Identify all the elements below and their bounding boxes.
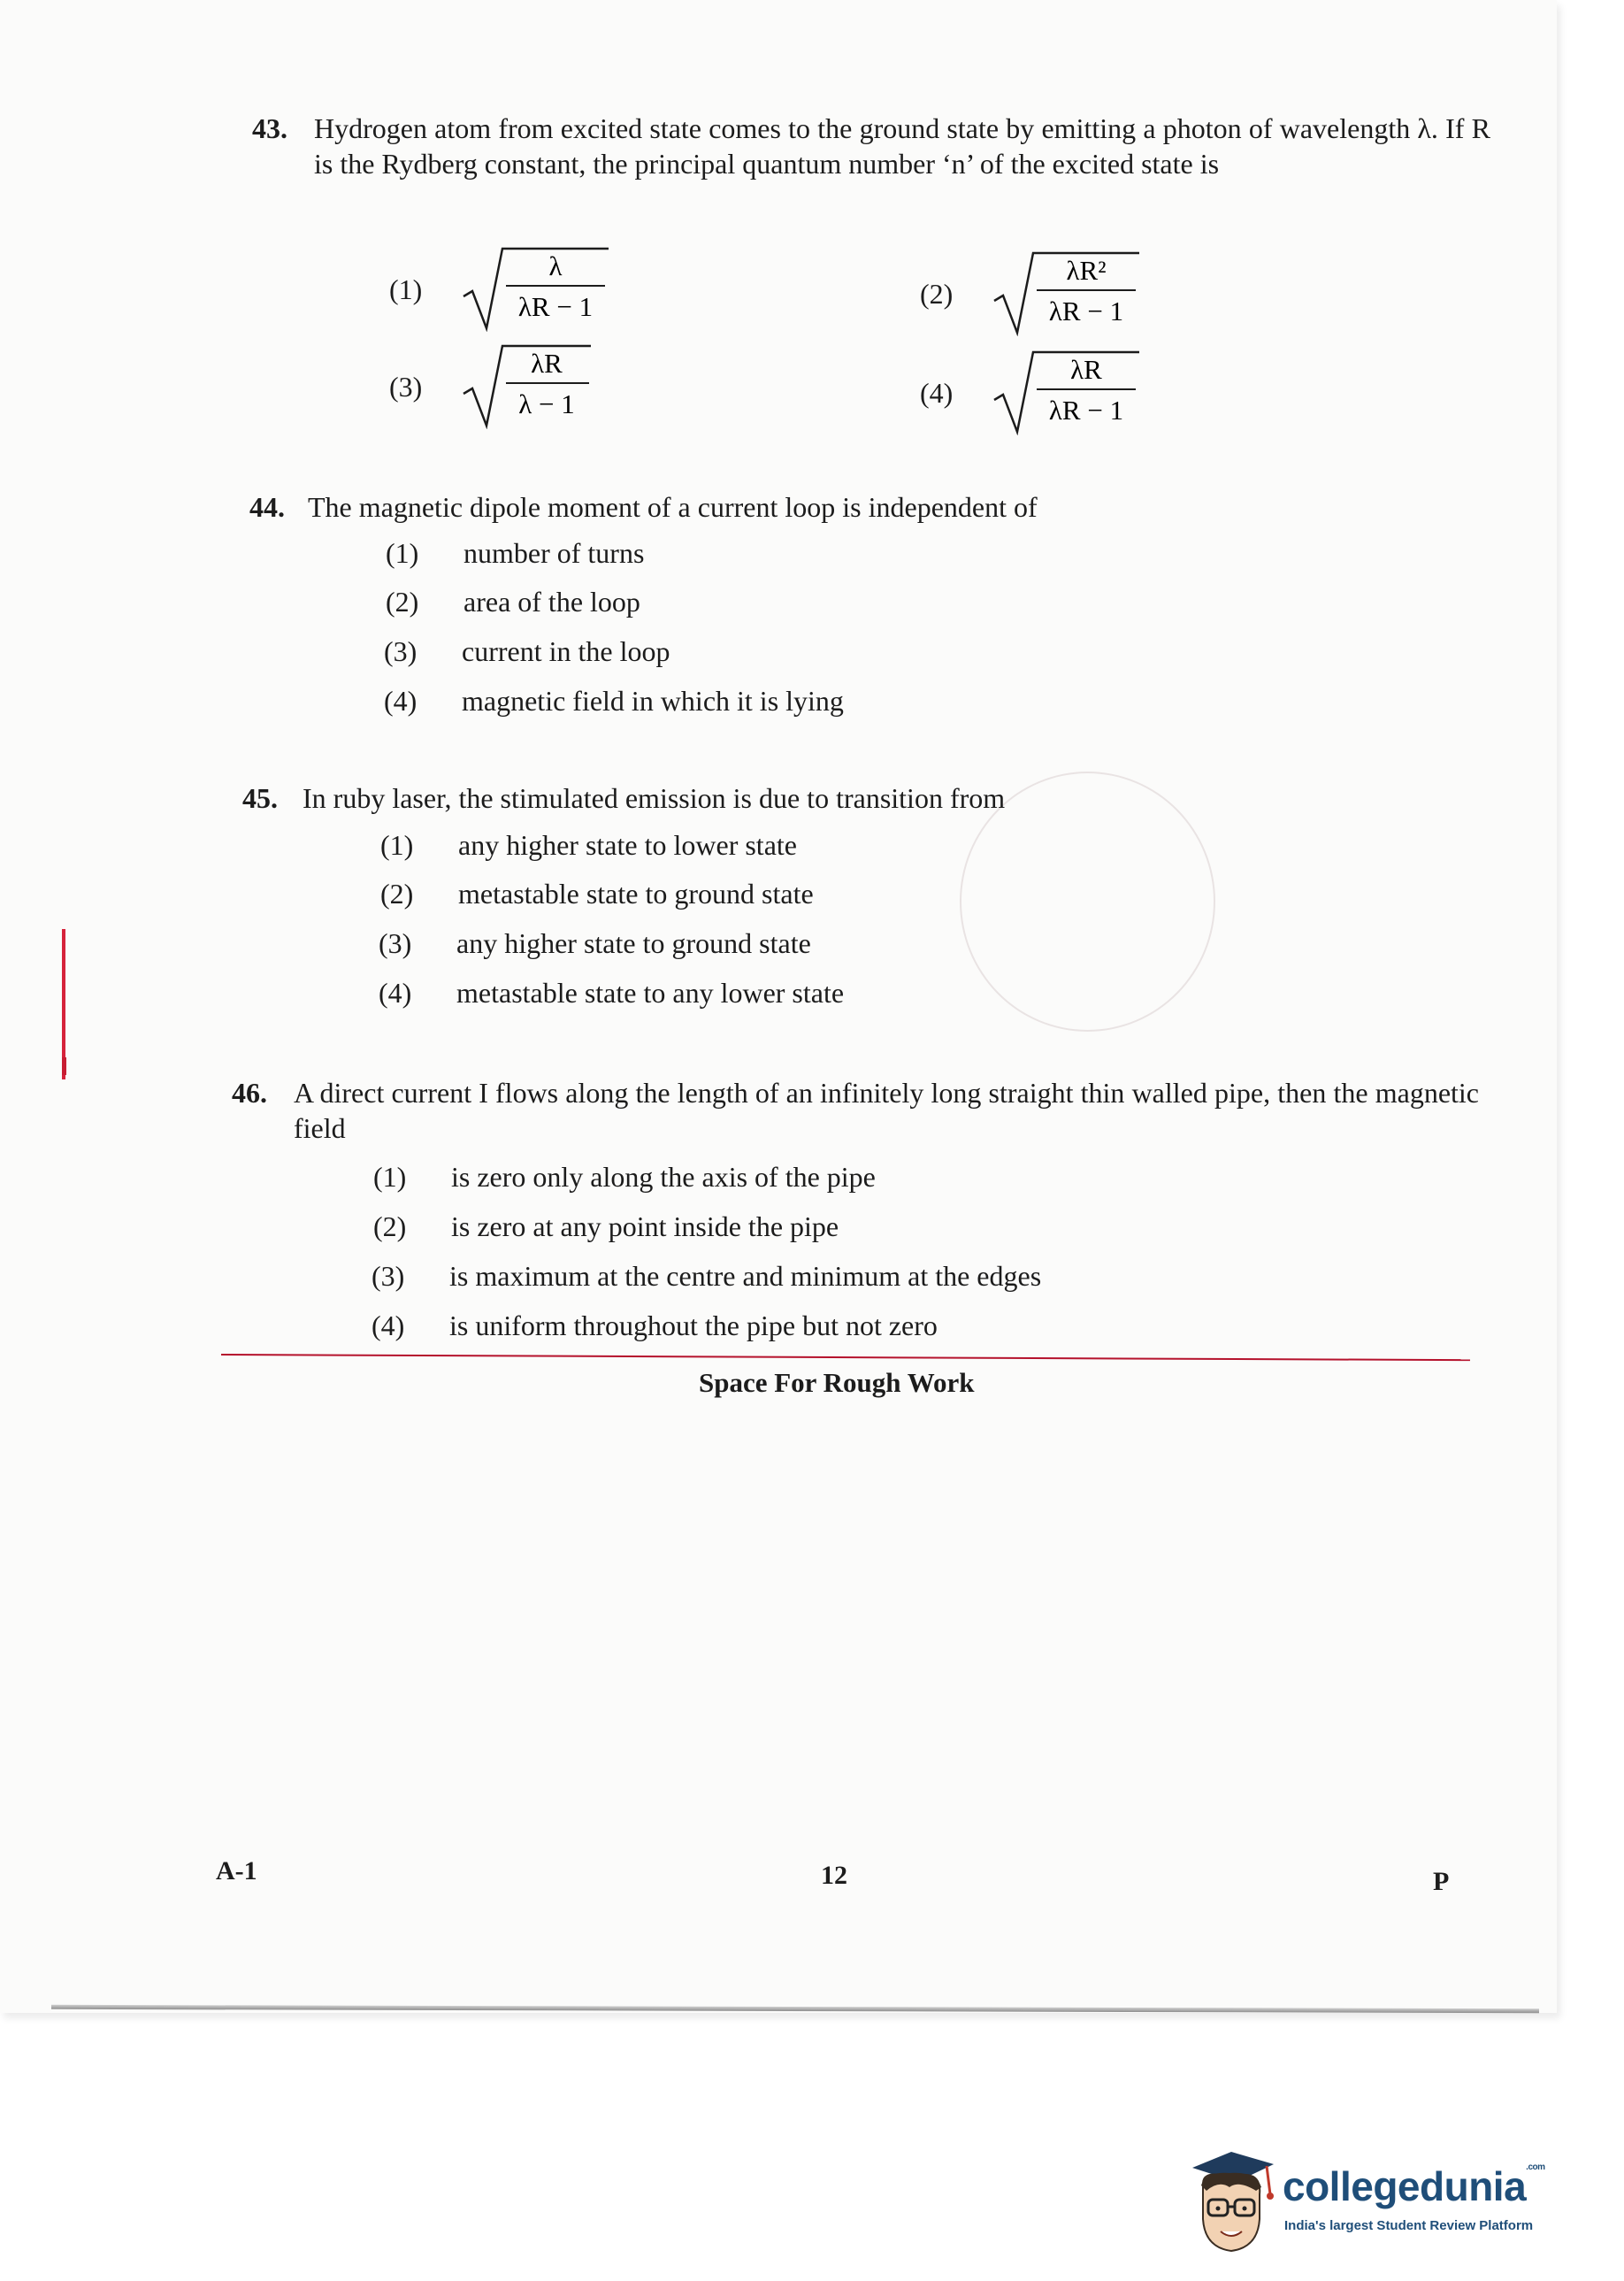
page-edge (51, 2005, 1539, 2013)
sqrt-fraction-2 (991, 248, 1141, 336)
option-label: (1) (373, 1161, 407, 1193)
question-number: 44. (249, 491, 285, 523)
margin-red-mark-end (62, 1057, 66, 1075)
option-text: is maximum at the centre and minimum at the edges (449, 1260, 1042, 1292)
logo-suffix: .com (1526, 2162, 1545, 2172)
footer-set: P (1433, 1867, 1450, 1896)
option-label: (4) (379, 977, 412, 1009)
option-44-1 (386, 535, 644, 571)
collegedunia-logo[interactable] (1185, 2132, 1574, 2265)
option-label: (4) (372, 1309, 405, 1341)
fraction-denominator: λR − 1 (1048, 296, 1124, 326)
logo-tagline: India's largest Student Review Platform (1284, 2218, 1534, 2233)
fraction-denominator: λR − 1 (517, 291, 594, 322)
option-label: (1) (380, 829, 414, 861)
option-text: is zero only along the axis of the pipe (451, 1161, 876, 1193)
fraction-numerator: λR (531, 348, 563, 379)
option-44-3 (384, 634, 670, 669)
rough-work-divider (221, 1354, 1470, 1361)
option-44-4 (384, 683, 844, 718)
question-45 (242, 780, 1481, 820)
option-label: (3) (379, 927, 412, 959)
option-46-3 (372, 1258, 1041, 1294)
option-text: magnetic field in which it is lying (462, 685, 844, 717)
fraction-numerator: λR (1070, 354, 1102, 385)
fraction-denominator: λ − 1 (518, 388, 575, 419)
question-46 (232, 1075, 1479, 1155)
option-label: (1) (386, 537, 419, 569)
option-46-1 (373, 1159, 876, 1194)
option-45-1 (380, 827, 797, 863)
question-text: The magnetic dipole moment of a current loop is independent of (308, 491, 1038, 523)
option-text: any higher state to ground state (456, 927, 811, 959)
logo-name: collegedunia (1283, 2163, 1527, 2209)
fraction-numerator: λR² (1066, 255, 1107, 286)
option-45-4 (379, 975, 844, 1010)
option-label: (1) (389, 273, 423, 305)
option-label: (2) (920, 278, 954, 310)
option-label: (3) (389, 371, 423, 403)
option-label: (2) (386, 586, 419, 618)
sqrt-fraction-1 (460, 243, 610, 332)
option-45-3 (379, 925, 811, 961)
graduate-face-icon (1185, 2132, 1278, 2265)
question-number: 45. (242, 782, 278, 814)
sqrt-fraction-4 (991, 347, 1141, 435)
option-text: metastable state to ground state (458, 878, 814, 910)
option-label: (2) (373, 1210, 407, 1242)
option-label: (2) (380, 878, 414, 910)
option-46-4 (372, 1308, 938, 1343)
option-text: area of the loop (463, 586, 640, 618)
question-number: 43. (252, 112, 287, 144)
option-label: (3) (372, 1260, 405, 1292)
question-text: Hydrogen atom from excited state comes to the ground state by emitting a photon of wavelength λ. If R is the Rydberg constant, the principal quantum number ‘n’ of the excited state is (314, 112, 1490, 180)
rough-work-label: Space For Rough Work (699, 1367, 975, 1398)
logo-wordmark (1283, 2162, 1545, 2210)
footer-code: A-1 (216, 1856, 257, 1885)
option-label: (4) (920, 377, 954, 409)
option-text: metastable state to any lower state (456, 977, 845, 1009)
option-label: (3) (384, 635, 417, 667)
sqrt-fraction-3 (460, 341, 610, 429)
option-45-2 (380, 876, 814, 911)
question-text: In ruby laser, the stimulated emission is due to transition from (303, 782, 1006, 814)
option-label: (4) (384, 685, 417, 717)
option-text: is zero at any point inside the pipe (451, 1210, 839, 1242)
page-number: 12 (821, 1861, 847, 1890)
option-46-2 (373, 1209, 839, 1244)
option-text: number of turns (463, 537, 645, 569)
question-43 (252, 111, 1490, 226)
question-text: A direct current I flows along the length of an infinitely long straight thin walled pipe, then the magnetic field (294, 1077, 1479, 1144)
fraction-numerator: λ (548, 250, 563, 281)
option-44-2 (386, 584, 640, 619)
option-text: current in the loop (462, 635, 670, 667)
option-text: any higher state to lower state (458, 829, 797, 861)
fraction-denominator: λR − 1 (1048, 395, 1124, 426)
question-44 (249, 489, 1488, 529)
question-number: 46. (232, 1077, 267, 1109)
option-text: is uniform throughout the pipe but not zero (449, 1309, 938, 1341)
